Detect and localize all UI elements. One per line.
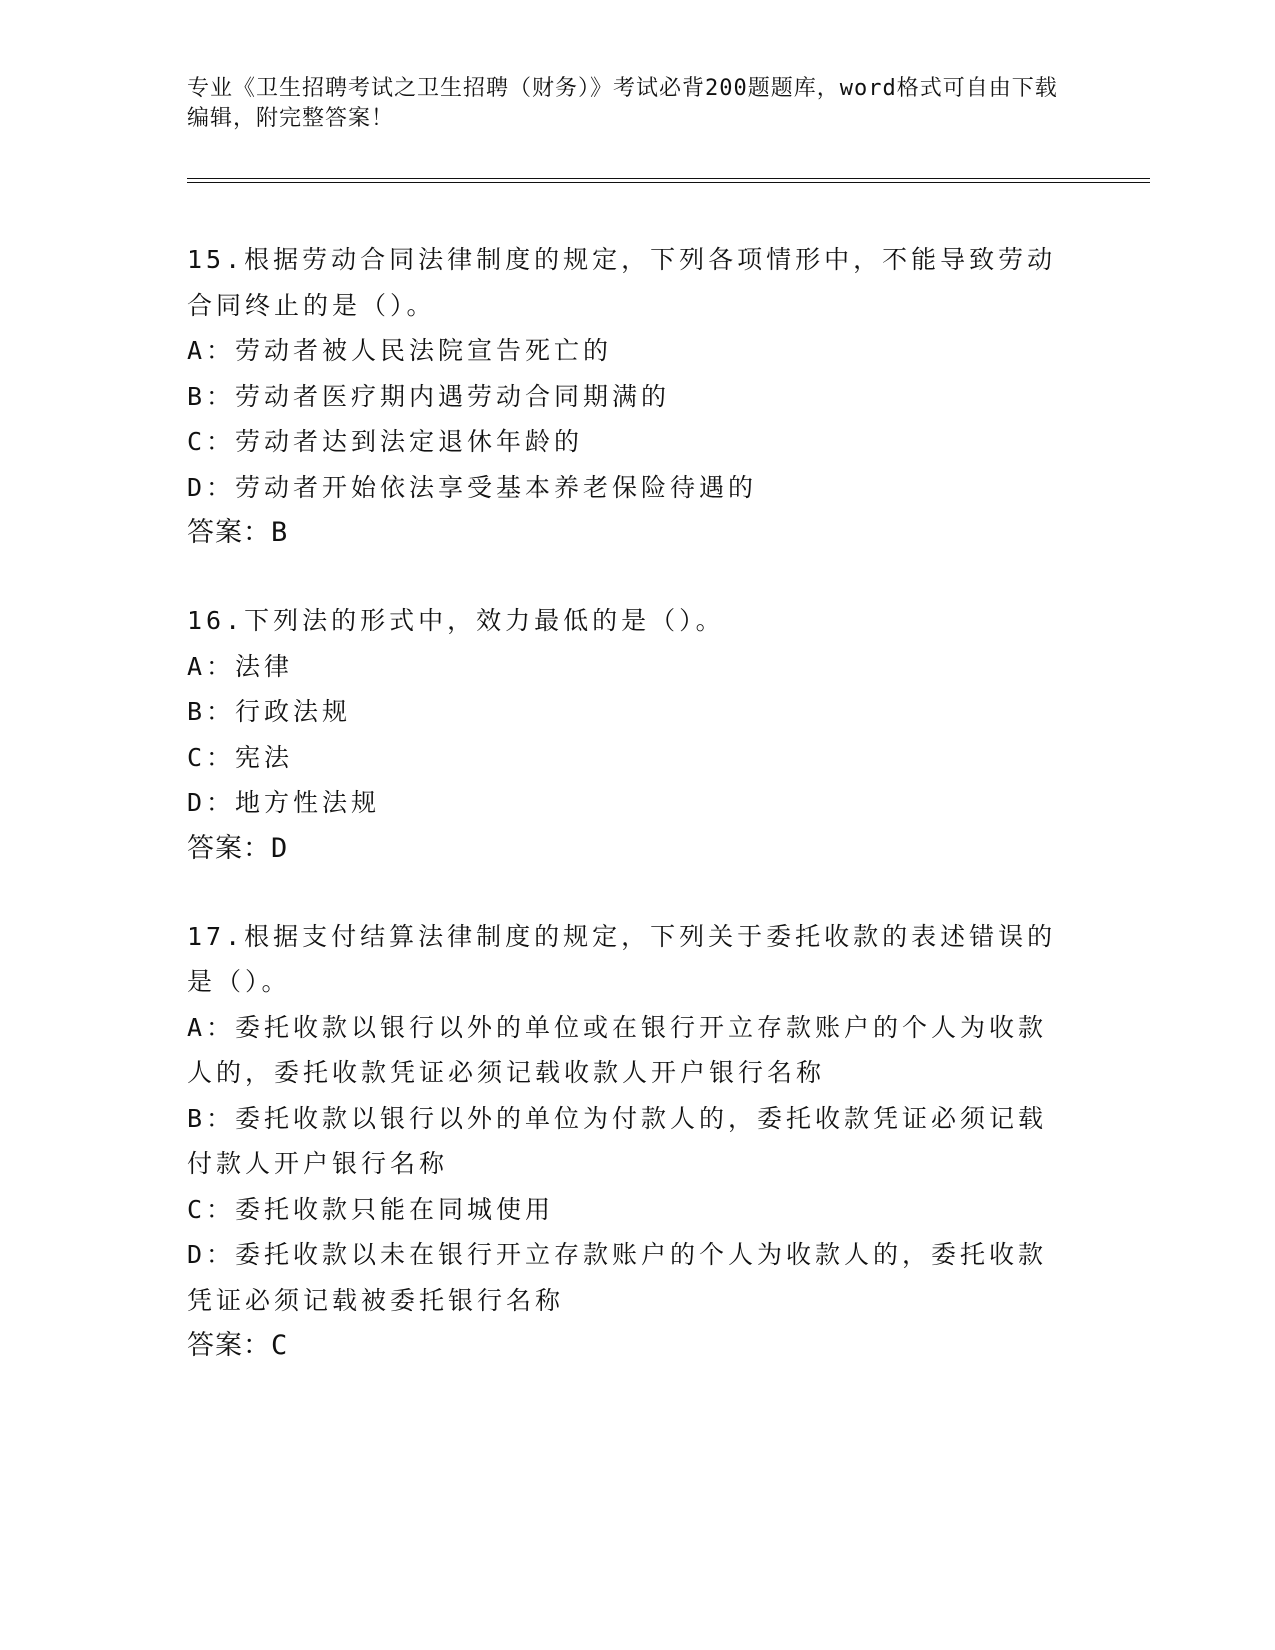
option-b: B：行政法规 xyxy=(187,697,352,726)
option-b: B：劳动者医疗期内遇劳动合同期满的 xyxy=(187,381,671,411)
question-stem: 17.根据支付结算法律制度的规定，下列关于委托收款的表述错误的是（）。 xyxy=(187,921,1057,996)
option-d: D：地方性法规 xyxy=(187,788,381,817)
option-a: A：劳动者被人民法院宣告死亡的 xyxy=(187,336,613,365)
question-stem: 15.根据劳动合同法律制度的规定，下列各项情形中，不能导致劳动合同终止的是（）。 xyxy=(187,245,1057,320)
option-a: A：法律 xyxy=(187,651,294,681)
question-17 xyxy=(187,914,1067,1370)
option-a: A：委托收款以银行以外的单位或在银行开立存款账户的个人为收款人的，委托收款凭证必须记载收款人开户银行名称 xyxy=(187,1012,1048,1087)
option-b: B：委托收款以银行以外的单位为付款人的，委托收款凭证必须记载付款人开户银行名称 xyxy=(187,1103,1048,1178)
option-c: C：宪法 xyxy=(187,742,294,772)
question-15 xyxy=(187,237,1067,556)
answer-label: 答案：C xyxy=(187,1330,289,1361)
question-stem: 16.下列法的形式中，效力最低的是（）。 xyxy=(187,606,725,635)
option-c: C：委托收款只能在同城使用 xyxy=(187,1194,555,1224)
option-c: C：劳动者达到法定退休年龄的 xyxy=(187,427,584,456)
option-d: D：劳动者开始依法享受基本养老保险待遇的 xyxy=(187,472,758,502)
answer-label: 答案：B xyxy=(187,517,289,548)
answer-label: 答案：D xyxy=(187,832,289,864)
document-header: 专业《卫生招聘考试之卫生招聘（财务）》考试必背200题题库，word格式可自由下载编辑，附完整答案！ xyxy=(187,76,1058,131)
question-list xyxy=(187,237,1067,1411)
header-divider xyxy=(187,178,1150,183)
option-d: D：委托收款以未在银行开立存款账户的个人为收款人的，委托收款凭证必须记载被委托银行名称 xyxy=(187,1240,1048,1315)
question-16 xyxy=(187,598,1067,872)
